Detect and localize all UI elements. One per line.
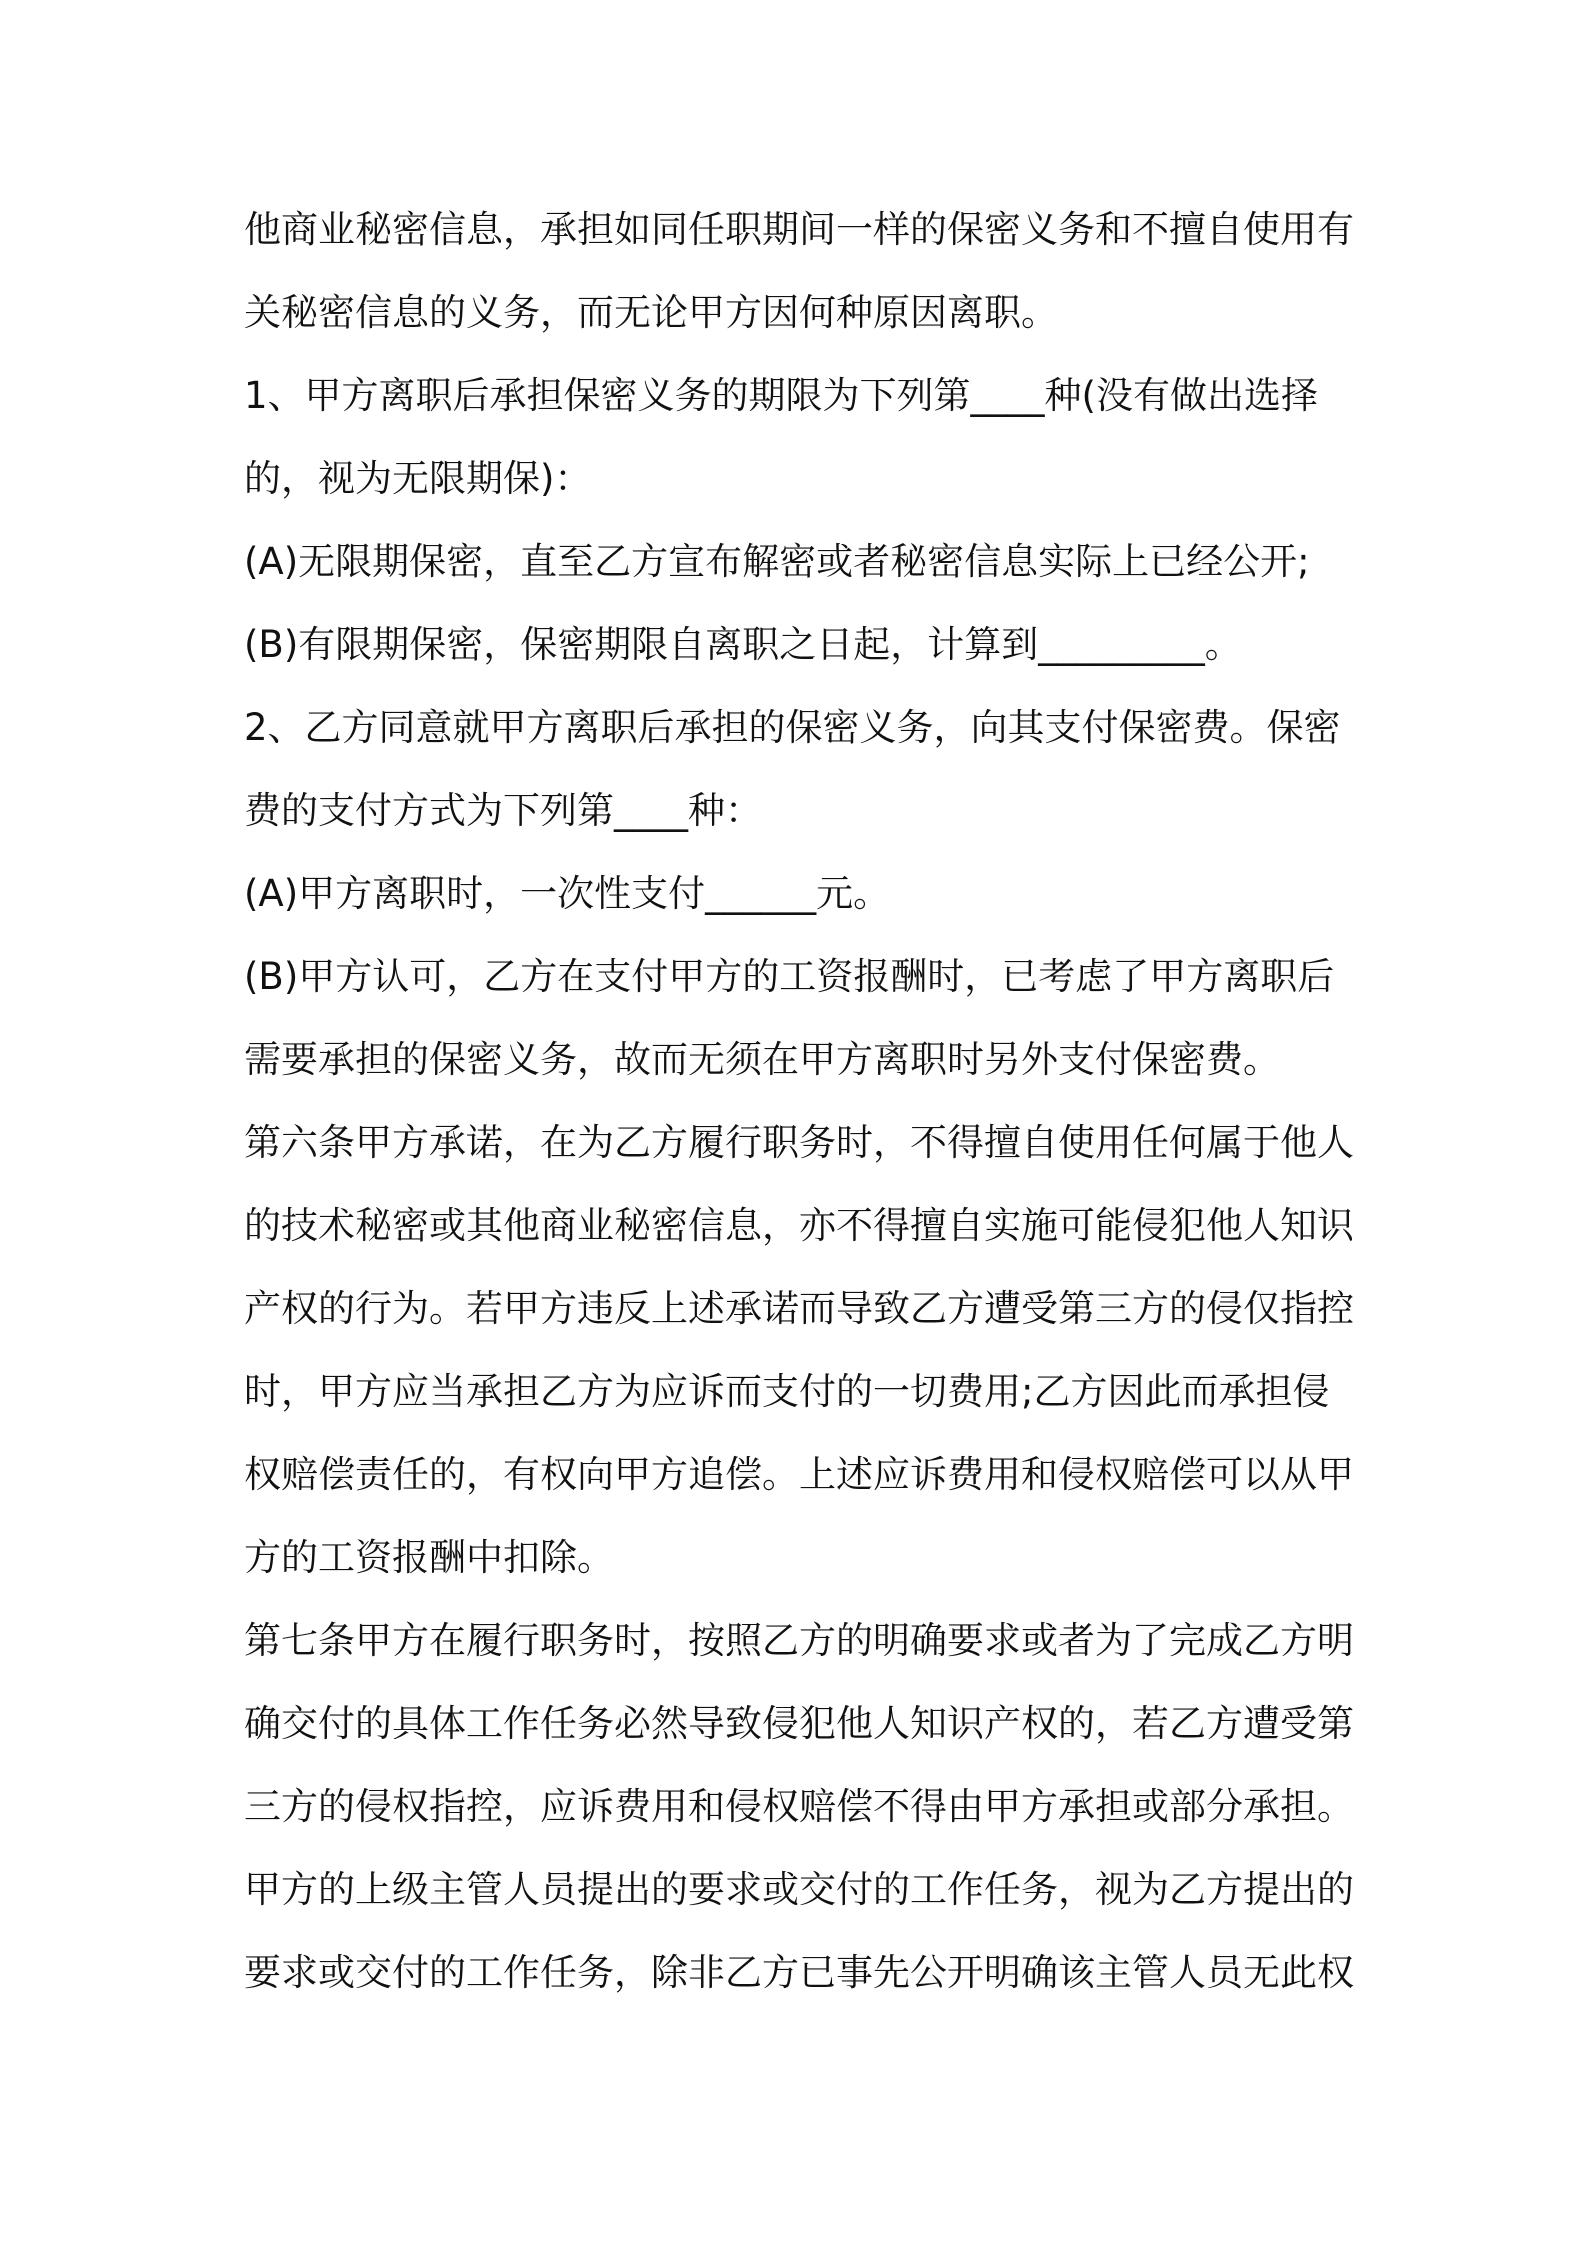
text-line: (B)甲方认可，乙方在支付甲方的工资报酬时，已考虑了甲方离职后 [244,955,1335,998]
text-line: 权赔偿责任的，有权向甲方追偿。上述应诉费用和侵权赔偿可以从甲 [244,1453,1354,1496]
text-line: (A)甲方离职时，一次性支付______元。 [244,872,891,915]
text-line: (A)无限期保密，直至乙方宣布解密或者秘密信息实际上已经公开; [244,540,1310,583]
text-line: 关秘密信息的义务，而无论甲方因何种原因离职。 [244,291,1058,334]
text-line: 的，视为无限期保)： [244,457,592,500]
text-line: 他商业秘密信息，承担如同任职期间一样的保密义务和不擅自使用有 [244,208,1354,251]
text-line: 要求或交付的工作任务，除非乙方已事先公开明确该主管人员无此权 [244,1951,1354,1994]
text-line: 需要承担的保密义务，故而无须在甲方离职时另外支付保密费。 [244,1038,1280,1081]
text-line: 第六条甲方承诺，在为乙方履行职务时，不得擅自使用任何属于他人 [244,1121,1354,1164]
text-line: 2、乙方同意就甲方离职后承担的保密义务，向其支付保密费。保密 [244,706,1341,749]
text-line: 第七条甲方在履行职务时，按照乙方的明确要求或者为了完成乙方明 [244,1619,1354,1662]
text-line: 方的工资报酬中扣除。 [244,1536,614,1579]
text-line: 甲方的上级主管人员提出的要求或交付的工作任务，视为乙方提出的 [244,1868,1354,1911]
text-line: 产权的行为。若甲方违反上述承诺而导致乙方遭受第三方的侵仅指控 [244,1287,1354,1330]
text-line: 三方的侵权指控，应诉费用和侵权赔偿不得由甲方承担或部分承担。 [244,1785,1354,1828]
text-line: 1、甲方离职后承担保密义务的期限为下列第____种(没有做出选择 [244,374,1318,417]
text-line: (B)有限期保密，保密期限自离职之日起，计算到_________。 [244,623,1242,666]
text-line: 费的支付方式为下列第____种： [244,789,762,832]
text-line: 时，甲方应当承担乙方为应诉而支付的一切费用;乙方因此而承担侵 [244,1370,1330,1413]
text-line: 确交付的具体工作任务必然导致侵犯他人知识产权的，若乙方遭受第 [244,1702,1354,1745]
text-line: 的技术秘密或其他商业秘密信息，亦不得擅自实施可能侵犯他人知识 [244,1204,1354,1247]
